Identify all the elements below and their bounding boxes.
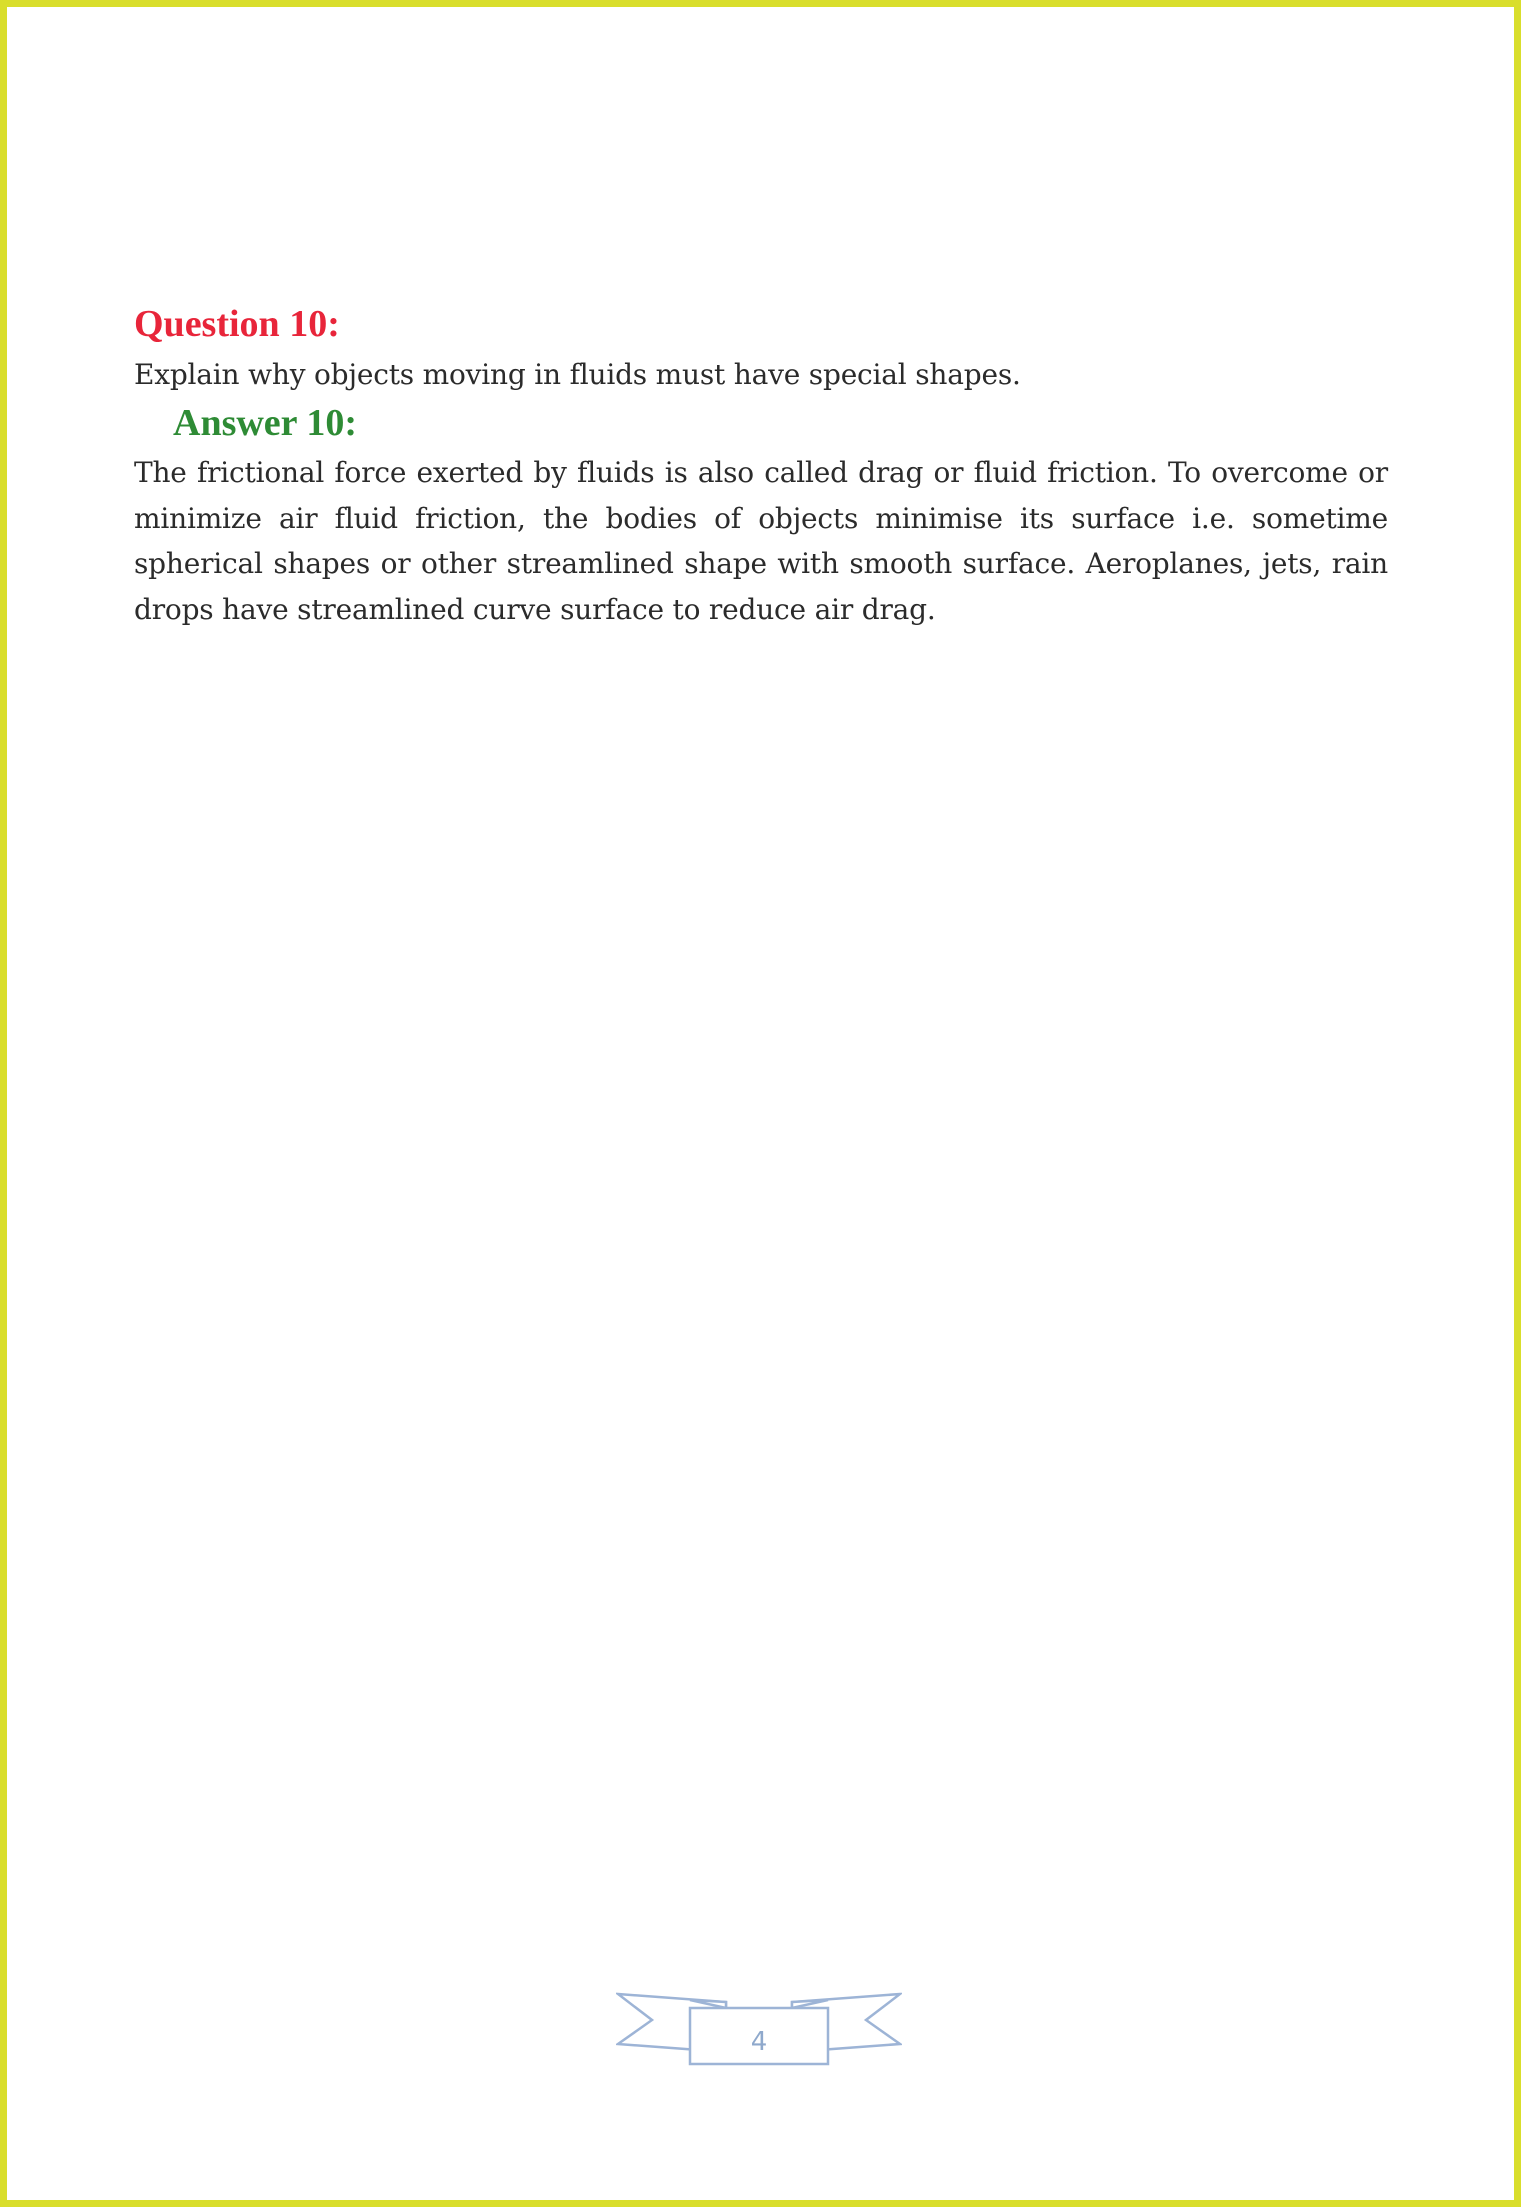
answer-text: The frictional force exerted by fluids is also called drag or fluid friction. To overcome or minimize air fluid friction, the bodies of objects minimise its surface i.e. sometime spherical shapes or other streamlined shape with smooth surface. Aeroplanes, jets, rain drops have streamlined curve surface to reduce air drag.: [134, 456, 1388, 626]
question-heading: Question 10:: [134, 303, 340, 345]
answer-heading: Answer 10:: [173, 402, 358, 444]
document-body: [134, 296, 1388, 632]
page-number: 4: [750, 2027, 768, 2057]
question-text: Explain why objects moving in fluids must have special shapes.: [134, 358, 1021, 391]
